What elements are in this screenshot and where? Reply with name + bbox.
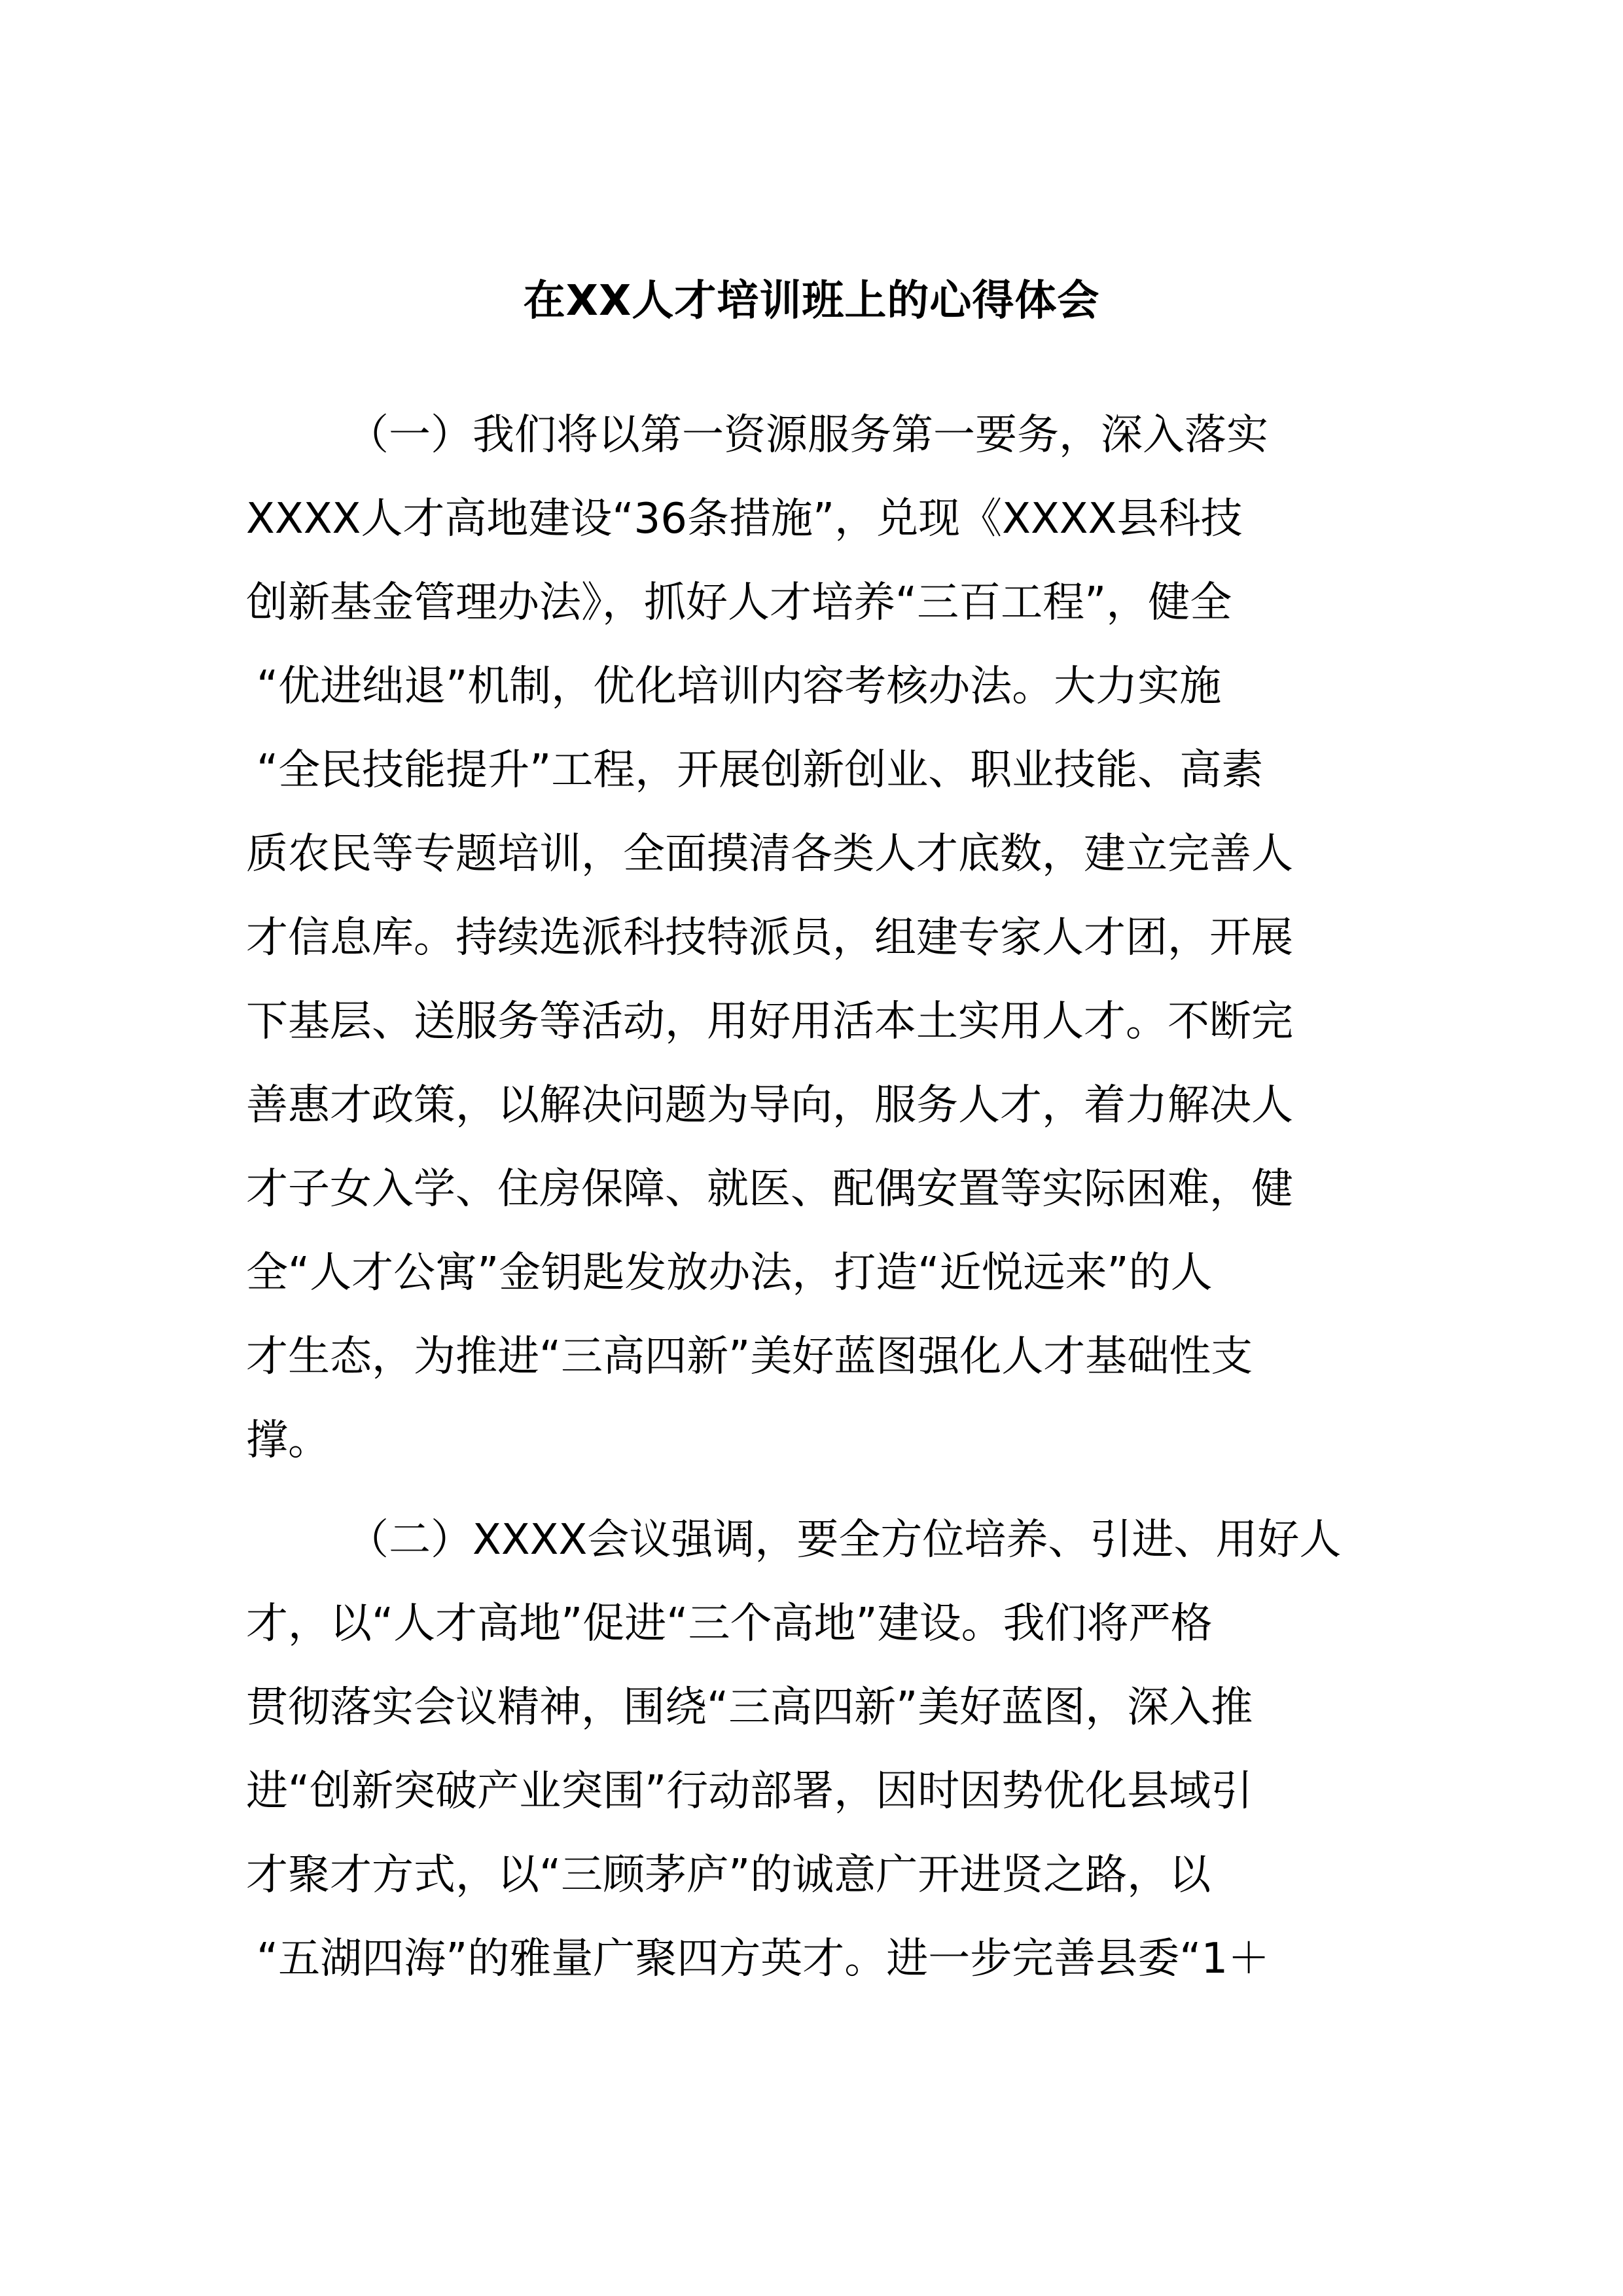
paragraph-1-line-13: 撑。	[246, 1416, 330, 1465]
paragraph-2-line-3: 贯彻落实会议精神，围绕“三高四新”美好蓝图，深入推	[246, 1683, 1253, 1732]
paragraph-2-line-2: 才，以“人才高地”促进“三个高地”建设。我们将严格	[246, 1600, 1213, 1648]
paragraph-1-line-4: “优进绌退”机制，优化培训内容考核办法。大力实施	[257, 662, 1222, 711]
paragraph-2-line-6: “五湖四海”的雅量广聚四方英才。进一步完善县委“1＋	[257, 1935, 1270, 1983]
paragraph-1-line-6: 质农民等专题培训，全面摸清各类人才底数，建立完善人	[246, 830, 1293, 878]
paragraph-1-line-9: 善惠才政策，以解决问题为导向，服务人才，着力解决人	[246, 1081, 1293, 1130]
paragraph-1-line-10: 才子女入学、住房保障、就医、配偶安置等实际困难，健	[246, 1165, 1293, 1213]
paragraph-1-line-12: 才生态，为推进“三高四新”美好蓝图强化人才基础性支	[246, 1333, 1253, 1381]
paragraph-1-line-5: “全民技能提升”工程，开展创新创业、职业技能、高素	[257, 746, 1264, 795]
paragraph-2-line-1: （二）XXXX会议强调，要全方位培养、引进、用好人	[347, 1516, 1342, 1564]
document-title: 在XX人才培训班上的心得体会	[523, 277, 1100, 325]
paragraph-1-line-2: XXXX人才高地建设“36条措施”，兑现《XXXX县科技	[246, 495, 1243, 543]
paragraph-2-line-4: 进“创新突破产业突围”行动部署，因时因势优化县域引	[246, 1767, 1253, 1816]
paragraph-1-line-11: 全“人才公寓”金钥匙发放办法，打造“近悦远来”的人	[246, 1249, 1213, 1297]
paragraph-1-line-1: （一）我们将以第一资源服务第一要务，深入落实	[347, 411, 1268, 459]
paragraph-1-line-8: 下基层、送服务等活动，用好用活本土实用人才。不断完	[246, 997, 1293, 1046]
paragraph-1-line-7: 才信息库。持续选派科技特派员，组建专家人才团，开展	[246, 914, 1293, 962]
paragraph-1-line-3: 创新基金管理办法》，抓好人才培养“三百工程”，健全	[246, 579, 1232, 627]
paragraph-2-line-5: 才聚才方式，以“三顾茅庐”的诚意广开进贤之路，以	[246, 1851, 1211, 1899]
